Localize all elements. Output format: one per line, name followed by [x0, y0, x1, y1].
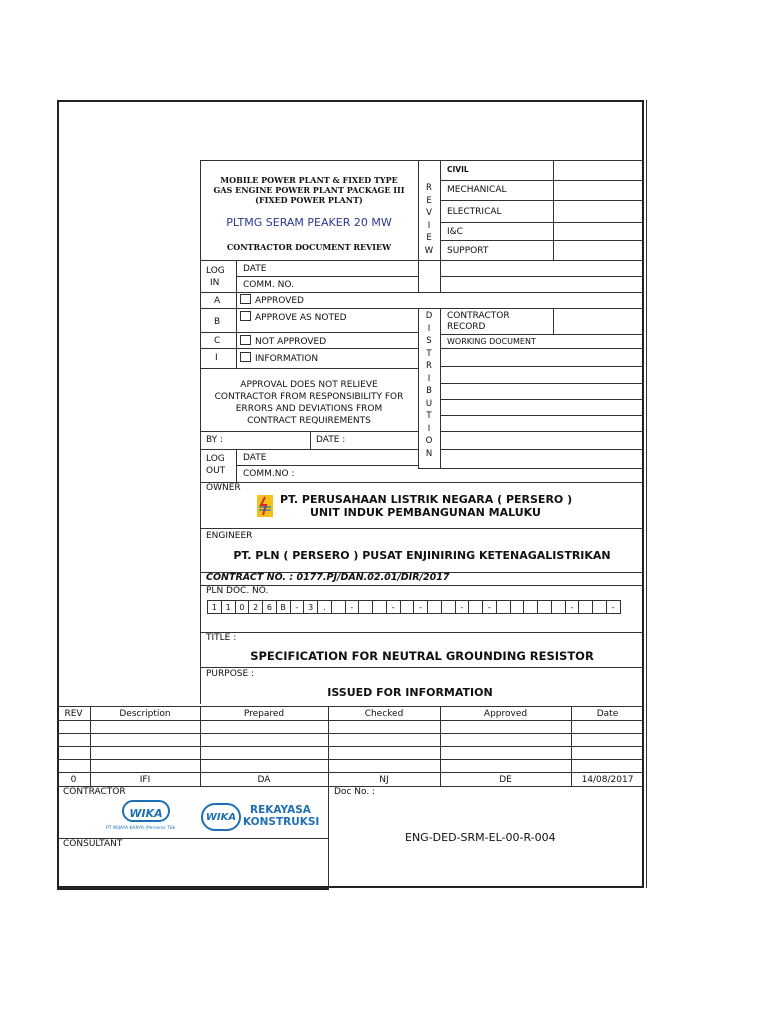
- status-approve-as-noted[interactable]: APPROVE AS NOTED: [240, 311, 347, 323]
- log-in-date-label: DATE: [243, 264, 267, 274]
- distribution-item-1-line-1: CONTRACTOR: [447, 311, 510, 321]
- pln-logo-icon: [256, 494, 274, 518]
- konstruksi-text: KONSTRUKSI: [243, 816, 320, 828]
- approved-checkbox[interactable]: [240, 294, 251, 304]
- engineer-name: PT. PLN ( PERSERO ) PUSAT ENJINIRING KETENAGALISTRIKAN: [233, 549, 611, 562]
- col-header-rev: REV: [64, 709, 83, 719]
- pln-doc-digit-box: 3: [303, 600, 318, 614]
- plant-name: PLTMG SERAM PEAKER 20 MW: [226, 216, 392, 229]
- disclaimer-line-4: CONTRACT REQUIREMENTS: [247, 416, 371, 426]
- pln-doc-digit-box: 1: [207, 600, 222, 614]
- pln-doc-digit-box: [523, 600, 538, 614]
- not-approved-checkbox[interactable]: [240, 335, 251, 345]
- doc-no-label: Doc No. :: [334, 787, 376, 797]
- status-code-c: C: [214, 336, 221, 346]
- log-out-label-2: OUT: [206, 466, 226, 476]
- disclaimer-line-2: CONTRACTOR FROM RESPONSIBILITY FOR: [214, 392, 404, 402]
- sign-date-label: DATE :: [316, 435, 346, 445]
- pln-doc-digit-box: [537, 600, 552, 614]
- col-header-approved: Approved: [483, 709, 528, 719]
- col-header-checked: Checked: [364, 709, 404, 719]
- status-code-a: A: [214, 296, 221, 306]
- pln-doc-digit-box: .: [317, 600, 332, 614]
- by-label: BY :: [206, 435, 224, 445]
- pln-doc-digit-box: 0: [235, 600, 250, 614]
- disclaimer-line-1: APPROVAL DOES NOT RELIEVE: [240, 380, 378, 390]
- rekayasa-text: REKAYASA: [250, 804, 311, 816]
- table-cell-date: 14/08/2017: [581, 775, 634, 785]
- status-approved[interactable]: APPROVED: [240, 294, 304, 306]
- contract-number: CONTRACT NO. : 0177.PJ/DAN.02.01/DIR/2017: [206, 572, 450, 583]
- log-in-label-2: IN: [210, 278, 220, 288]
- pln-doc-digit-box: -: [345, 600, 360, 614]
- wika-caption: PT WIJAYA KARYA (Persero) Tbk: [106, 826, 176, 831]
- discipline-mechanical: MECHANICAL: [447, 185, 507, 195]
- information-checkbox[interactable]: [240, 352, 251, 362]
- discipline-electrical: ELECTRICAL: [447, 207, 502, 217]
- purpose-label: PURPOSE :: [206, 669, 255, 679]
- pln-doc-digit-box: -: [565, 600, 580, 614]
- table-cell-checked: NJ: [379, 775, 389, 785]
- owner-name: PT. PERUSAHAAN LISTRIK NEGARA ( PERSERO ): [280, 493, 573, 506]
- review-vertical-label: R E V I E W: [424, 183, 434, 256]
- pln-doc-digit-box: [578, 600, 593, 614]
- pln-doc-digit-box: B: [276, 600, 291, 614]
- wika-logo: WIKA: [122, 800, 170, 822]
- pln-doc-digit-box: [400, 600, 415, 614]
- table-cell-rev: 0: [70, 775, 77, 785]
- status-not-approved[interactable]: NOT APPROVED: [240, 335, 326, 347]
- pln-doc-digit-box: -: [290, 600, 305, 614]
- pln-doc-digit-box: [372, 600, 387, 614]
- pln-doc-digit-box: 1: [221, 600, 236, 614]
- pln-doc-digit-box: [427, 600, 442, 614]
- status-code-b: B: [214, 317, 221, 327]
- pln-doc-digit-box: [510, 600, 525, 614]
- pln-doc-digit-box: [592, 600, 607, 614]
- distribution-vertical-label: D I S T R I B U T I O N: [425, 311, 433, 459]
- pln-doc-digit-box: 6: [262, 600, 277, 614]
- title-label: TITLE :: [206, 633, 237, 643]
- log-in-comm-label: COMM. NO.: [243, 280, 294, 290]
- status-information[interactable]: INFORMATION: [240, 352, 318, 364]
- doc-number: ENG-DED-SRM-EL-00-R-004: [405, 831, 556, 844]
- engineer-label: ENGINEER: [206, 531, 253, 541]
- pln-doc-digit-box: -: [455, 600, 470, 614]
- status-code-i: I: [215, 353, 218, 363]
- discipline-civil: CIVIL: [447, 165, 469, 174]
- col-header-description: Description: [119, 709, 171, 719]
- consultant-label: CONSULTANT: [63, 839, 123, 849]
- col-header-prepared: Prepared: [243, 709, 285, 719]
- pln-doc-label: PLN DOC. NO.: [206, 586, 269, 596]
- distribution-item-1-line-2: RECORD: [447, 322, 486, 332]
- contractor-label: CONTRACTOR: [63, 787, 126, 797]
- discipline-support: SUPPORT: [447, 246, 489, 256]
- col-header-date: Date: [596, 709, 619, 719]
- project-line-3: (FIXED POWER PLANT): [255, 195, 363, 205]
- owner-unit: UNIT INDUK PEMBANGUNAN MALUKU: [310, 506, 541, 519]
- pln-doc-digit-box: [358, 600, 373, 614]
- pln-doc-digit-box: -: [482, 600, 497, 614]
- pln-doc-digit-box: [551, 600, 566, 614]
- project-line-1: MOBILE POWER PLANT & FIXED TYPE: [220, 175, 398, 185]
- disclaimer-line-3: ERRORS AND DEVIATIONS FROM: [235, 404, 383, 414]
- pln-doc-digit-box: -: [386, 600, 401, 614]
- log-in-label-1: LOG: [206, 266, 225, 276]
- log-out-comm-label: COMM.NO :: [243, 469, 295, 479]
- distribution-item-2: WORKING DOCUMENT: [447, 337, 536, 346]
- pln-doc-digit-box: -: [606, 600, 621, 614]
- pln-doc-digit-box: [468, 600, 483, 614]
- project-line-2: GAS ENGINE POWER PLANT PACKAGE III: [213, 185, 405, 195]
- purpose-value: ISSUED FOR INFORMATION: [327, 686, 493, 699]
- wika-rekayasa-logo: WIKA: [201, 803, 241, 831]
- log-out-label-1: LOG: [206, 454, 225, 464]
- pln-doc-digit-box: -: [413, 600, 428, 614]
- pln-doc-digit-box: [331, 600, 346, 614]
- pln-doc-digit-box: [496, 600, 511, 614]
- pln-doc-digit-box: [441, 600, 456, 614]
- pln-doc-digit-box: 2: [248, 600, 263, 614]
- discipline-ic: I&C: [447, 227, 463, 237]
- document-title: SPECIFICATION FOR NEUTRAL GROUNDING RESISTOR: [250, 649, 594, 663]
- table-cell-description: IFI: [139, 775, 151, 785]
- owner-label: OWNER: [206, 483, 241, 493]
- table-cell-prepared: DA: [257, 775, 271, 785]
- log-out-date-label: DATE: [243, 453, 267, 463]
- approve-as-noted-checkbox[interactable]: [240, 311, 251, 321]
- table-cell-approved: DE: [499, 775, 512, 785]
- review-title: CONTRACTOR DOCUMENT REVIEW: [226, 242, 392, 252]
